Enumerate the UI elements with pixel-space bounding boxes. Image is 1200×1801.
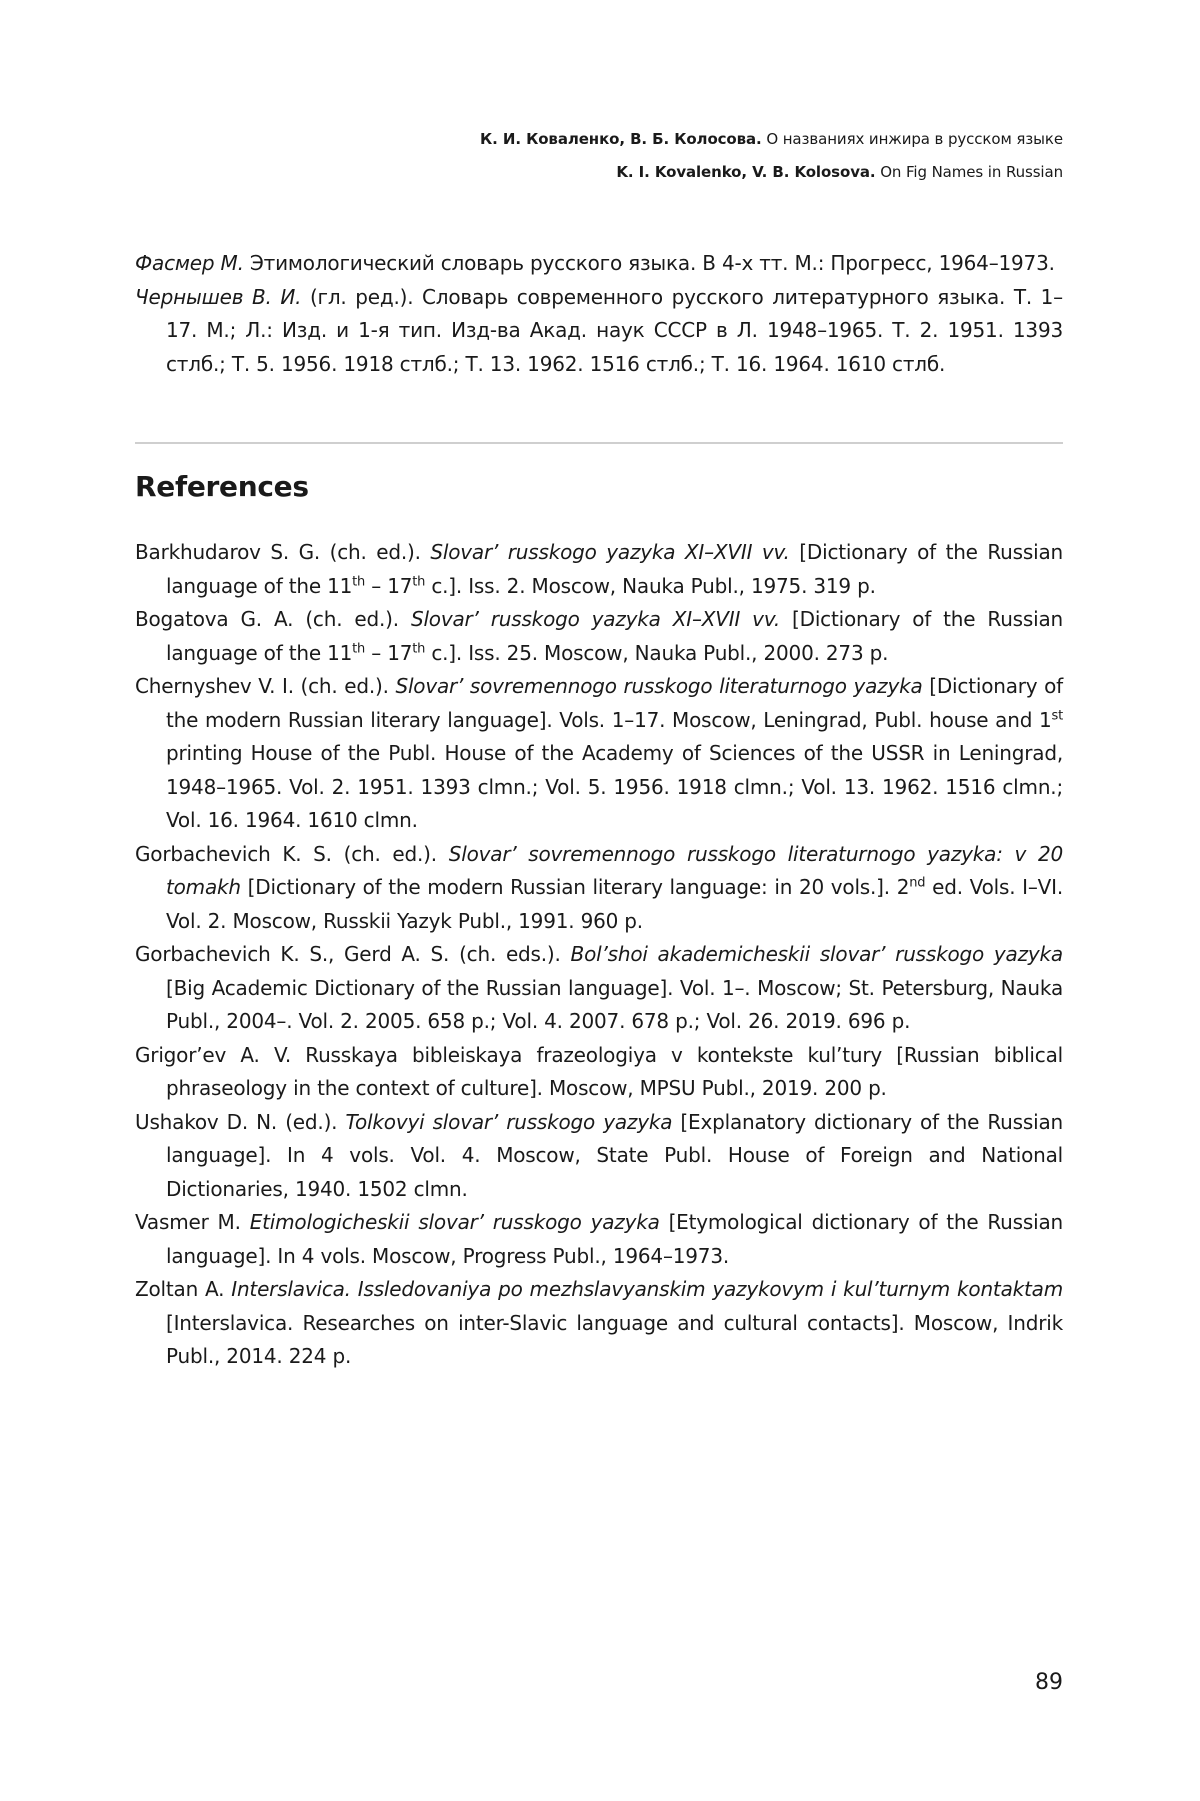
running-head-authors-ru: К. И. Коваленко, В. Б. Колосова. [480,130,762,148]
reference-entry: Vasmer M. Etimologicheskii slovar’ russkogo yazyka [Etymological dictionary of the Russian language]. In 4 vols. Moscow, Progress Publ., 1964–1973. [135,1210,1063,1268]
running-head-title-ru: О названиях инжира в русском языке [766,130,1063,148]
reference-entry [135,281,1063,382]
reference-entry: Bogatova G. A. (ch. ed.). Slovar’ russkogo yazyka XI–XVII vv. [Dictionary of the Russian language of the 11th – 17th c.]. Iss. 25. Moscow, Nauka Publ., 2000. 273 p. [135,607,1064,665]
reference-entry: Grigor’ev A. V. Russkaya bibleiskaya frazeologiya v kontekste kul’tury [Russian biblical phraseology in the context of culture]. Moscow, MPSU Publ., 2019. 200 p. [135,1042,1063,1100]
running-head-authors-en: K. I. Kovalenko, V. B. Kolosova. [616,163,876,181]
reference-title: Etimologicheskii slovar’ russkogo yazyka [249,1210,660,1234]
page-number: 89 [1035,1670,1063,1695]
running-head-title-en: On Fig Names in Russian [880,163,1063,181]
reference-title: Slovar’ sovremennogo russkogo literaturnogo yazyka [395,674,923,698]
reference-entry: Barkhudarov S. G. (ch. ed.). Slovar’ russkogo yazyka XI–XVII vv. [Dictionary of the Russian language of the 11th – 17th c.]. Iss. 2. Moscow, Nauka Publ., 1975. 319 p. [135,540,1063,598]
reference-title: Slovar’ russkogo yazyka XI–XVII vv. [430,540,790,564]
running-head-russian [480,130,1063,148]
reference-title: Slovar’ russkogo yazyka XI–XVII vv. [410,607,780,631]
section-divider [135,442,1063,444]
reference-entry [135,247,1063,281]
russian-reference-list [135,247,1063,381]
running-head-english [616,163,1063,181]
reference-entry: Zoltan A. Interslavica. Issledovaniya po mezhslavyanskim yazykovym i kul’turnym kontaktam [Interslavica. Researches on inter-Slavic language and cultural contacts]. Moscow, Indrik Publ., 2014. 224 p. [135,1277,1063,1368]
reference-title: Tolkovyi slovar’ russkogo yazyka [345,1109,673,1134]
reference-title: Interslavica. Issledovaniya po mezhslavyanskim yazykovym i kul’turnym kontaktam [231,1277,1063,1301]
reference-entry: Ushakov D. N. (ed.). Tolkovyi slovar’ russkogo yazyka [Explanatory dictionary of the Russian language]. In 4 vols. Vol. 4. Moscow, State Publ. House of Foreign and National Dictionaries, 1940. 1502 clmn. [135,1109,1063,1201]
reference-entry: Gorbachevich K. S. (ch. ed.). Slovar’ sovremennogo russkogo literaturnogo yazyka: v 20 tomakh [Dictionary of the modern Russian literary language: in 20 vols.]. 2nd ed. Vols. I–VI. Vol. 2. Moscow, Russkii Yazyk Publ., 1991. 960 p. [135,841,1063,933]
reference-author: Фасмер М. [135,251,244,275]
reference-entry: Gorbachevich K. S., Gerd A. S. (ch. eds.). Bol’shoi akademicheskii slovar’ russkogo yazyka [Big Academic Dictionary of the Russian language]. Vol. 1–. Moscow; St. Petersburg, Nauka Publ., 2004–. Vol. 2. 2005. 658 p.; Vol. 4. 2007. 678 p.; Vol. 26. 2019. 696 p. [135,942,1063,1033]
reference-text: Этимологический словарь русского языка. В 4-х тт. М.: Прогресс, 1964–1973. [249,251,1055,275]
reference-author: Чернышев В. И. [135,284,302,309]
references-list [135,536,1063,1374]
reference-title: Slovar’ sovremennogo russkogo literaturnogo yazyka: v 20 tomakh [166,841,1063,899]
reference-text: (гл. ред.). Словарь современного русского литературного языка. Т. 1–17. М.; Л.: Изд. и 1-я тип. Изд-ва Акад. наук СССР в Л. 1948–1965. Т. 2. 1951. 1393 стлб.; Т. 5. 1956. 1918 стлб.; Т. 13. 1962. 1516 стлб.; Т. 16. 1964. 1610 стлб. [166,284,1063,376]
references-heading: References [135,470,309,503]
reference-title: Bol’shoi akademicheskii slovar’ russkogo yazyka [570,942,1063,966]
reference-entry: Chernyshev V. I. (ch. ed.). Slovar’ sovremennogo russkogo literaturnogo yazyka [Dictionary of the modern Russian literary language]. Vols. 1–17. Moscow, Leningrad, Publ. house and 1st printing House of the Publ. House of the Academy of Sciences of the USSR in Leningrad, 1948–1965. Vol. 2. 1951. 1393 clmn.; Vol. 5. 1956. 1918 clmn.; Vol. 13. 1962. 1516 clmn.; Vol. 16. 1964. 1610 clmn. [135,674,1063,832]
